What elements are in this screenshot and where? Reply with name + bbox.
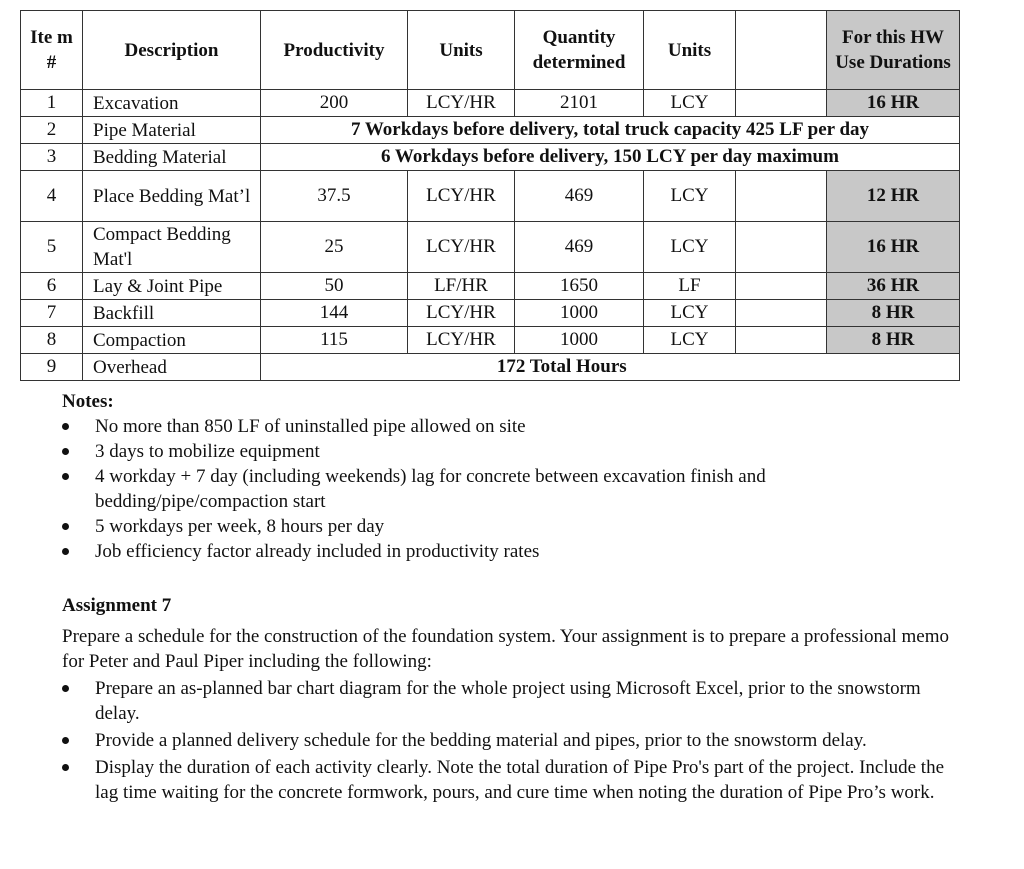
- cell-item: 8: [21, 327, 83, 354]
- table-row: [21, 300, 960, 327]
- header-item: Ite m #: [21, 11, 83, 90]
- cell-units-2: LCY: [644, 171, 736, 222]
- header-units-2: Units: [644, 11, 736, 90]
- list-item: 3 days to mobilize equipment: [62, 439, 962, 464]
- cell-blank: [736, 273, 827, 300]
- cell-total-hours: 172 Total Hours: [261, 354, 827, 381]
- cell-units: LCY/HR: [408, 300, 515, 327]
- cell-productivity: 25: [261, 222, 408, 273]
- header-blank: [736, 11, 827, 90]
- cell-item: 1: [21, 90, 83, 117]
- cell-units: LCY/HR: [408, 327, 515, 354]
- cell-description: Compact Bedding Mat'l: [83, 222, 261, 273]
- cell-units-2: LCY: [644, 90, 736, 117]
- cell-blank: [736, 300, 827, 327]
- cell-item: 3: [21, 144, 83, 171]
- cell-units: LF/HR: [408, 273, 515, 300]
- notes-title: Notes:: [62, 391, 114, 412]
- header-description: Description: [83, 11, 261, 90]
- cell-units-2: LCY: [644, 222, 736, 273]
- cell-quantity: 2101: [515, 90, 644, 117]
- cell-blank: [736, 327, 827, 354]
- cell-blank: [827, 354, 960, 381]
- assignment-intro: Prepare a schedule for the construction of the foundation system. Your assignment is to prepare a professional memo for Peter and Paul Piper including the following:: [62, 626, 949, 672]
- table-row: [21, 117, 960, 144]
- table-header-row: [21, 11, 960, 90]
- list-item: Provide a planned delivery schedule for the bedding material and pipes, prior to the snowstorm delay.: [62, 728, 962, 753]
- assignment-title: Assignment 7: [62, 595, 172, 616]
- cell-blank: [736, 90, 827, 117]
- cell-duration: 16 HR: [827, 90, 960, 117]
- table-row: [21, 171, 960, 222]
- cell-description: Pipe Material: [83, 117, 261, 144]
- cell-productivity: 200: [261, 90, 408, 117]
- header-quantity: Quantity determined: [515, 11, 644, 90]
- cell-quantity: 1650: [515, 273, 644, 300]
- header-productivity: Productivity: [261, 11, 408, 90]
- cell-units: LCY/HR: [408, 171, 515, 222]
- cell-description: Lay & Joint Pipe: [83, 273, 261, 300]
- cell-quantity: 469: [515, 222, 644, 273]
- cell-description: Overhead: [83, 354, 261, 381]
- list-item: Prepare an as-planned bar chart diagram for the whole project using Microsoft Excel, prior to the snowstorm delay.: [62, 676, 962, 726]
- cell-merged-note: 7 Workdays before delivery, total truck capacity 425 LF per day: [261, 117, 960, 144]
- cell-duration: 8 HR: [827, 327, 960, 354]
- cell-productivity: 50: [261, 273, 408, 300]
- cell-item: 5: [21, 222, 83, 273]
- cell-quantity: 469: [515, 171, 644, 222]
- list-item: 4 workday + 7 day (including weekends) lag for concrete between excavation finish and bedding/pipe/compaction start: [62, 464, 962, 514]
- header-duration: For this HW Use Durations: [827, 11, 960, 90]
- notes-section: [62, 389, 962, 564]
- table-row: [21, 327, 960, 354]
- cell-quantity: 1000: [515, 300, 644, 327]
- list-item: No more than 850 LF of uninstalled pipe allowed on site: [62, 414, 962, 439]
- cell-item: 6: [21, 273, 83, 300]
- notes-list: [62, 414, 962, 564]
- cell-blank: [736, 222, 827, 273]
- cell-description: Compaction: [83, 327, 261, 354]
- assignment-section: [62, 593, 962, 807]
- list-item: 5 workdays per week, 8 hours per day: [62, 514, 962, 539]
- cell-item: 9: [21, 354, 83, 381]
- cell-units: LCY/HR: [408, 90, 515, 117]
- cell-description: Bedding Material: [83, 144, 261, 171]
- cell-description: Place Bedding Mat’l: [83, 171, 261, 222]
- cell-units-2: LCY: [644, 327, 736, 354]
- cell-description: Backfill: [83, 300, 261, 327]
- table-row: [21, 144, 960, 171]
- cell-units-2: LCY: [644, 300, 736, 327]
- cell-productivity: 115: [261, 327, 408, 354]
- cell-duration: 16 HR: [827, 222, 960, 273]
- cell-productivity: 144: [261, 300, 408, 327]
- assignment-list: [62, 676, 962, 805]
- list-item: Job efficiency factor already included in productivity rates: [62, 539, 962, 564]
- list-item: Display the duration of each activity clearly. Note the total duration of Pipe Pro's part of the project. Include the lag time waiting for the concrete formwork, pours, and cure time when noting the duration of Pipe Pro’s work.: [62, 755, 962, 805]
- table-row: [21, 222, 960, 273]
- header-units: Units: [408, 11, 515, 90]
- cell-units-2: LF: [644, 273, 736, 300]
- cell-description: Excavation: [83, 90, 261, 117]
- cell-item: 2: [21, 117, 83, 144]
- table-row: [21, 354, 960, 381]
- cell-item: 7: [21, 300, 83, 327]
- cell-quantity: 1000: [515, 327, 644, 354]
- cell-productivity: 37.5: [261, 171, 408, 222]
- cell-item: 4: [21, 171, 83, 222]
- cell-blank: [736, 171, 827, 222]
- cell-duration: 36 HR: [827, 273, 960, 300]
- table-row: [21, 90, 960, 117]
- cell-duration: 12 HR: [827, 171, 960, 222]
- table-row: [21, 273, 960, 300]
- activity-table: [20, 10, 960, 381]
- cell-units: LCY/HR: [408, 222, 515, 273]
- cell-duration: 8 HR: [827, 300, 960, 327]
- cell-merged-note: 6 Workdays before delivery, 150 LCY per day maximum: [261, 144, 960, 171]
